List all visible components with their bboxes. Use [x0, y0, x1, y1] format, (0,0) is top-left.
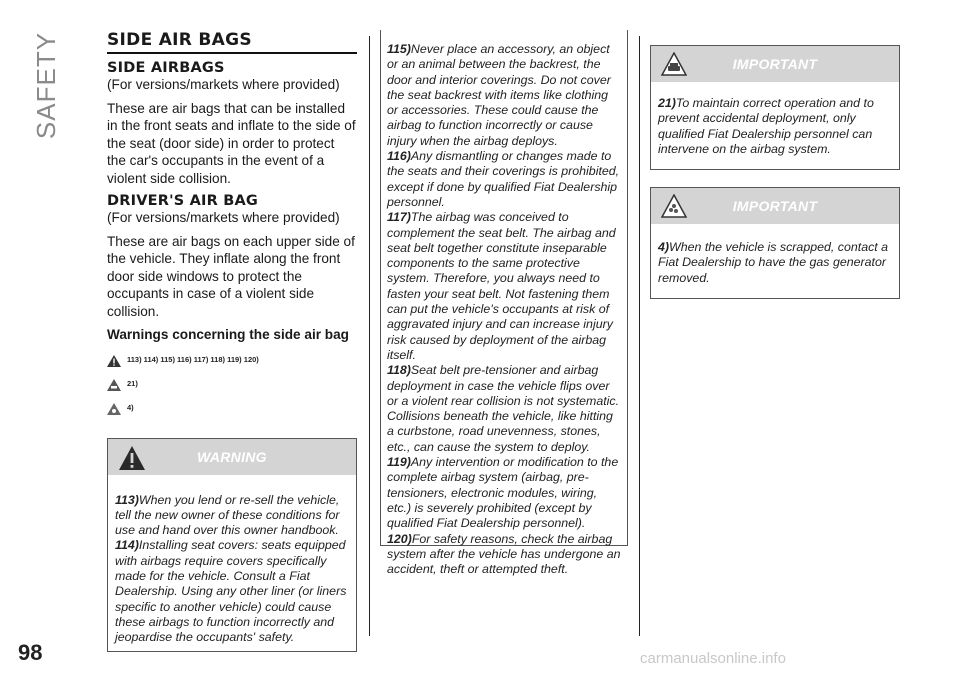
note-item [387, 149, 621, 210]
note-number: 114) [115, 538, 139, 553]
note-text: To maintain correct operation and to prevent accidental deployment, only qualified Fiat Dealership personnel can intervene on the airbag system. [658, 96, 874, 156]
important-box-body [651, 224, 899, 298]
warning-box-body [108, 475, 356, 652]
availability-note: (For versions/markets where provided) [107, 210, 340, 225]
column-1 [107, 30, 357, 652]
paragraph: These are air bags that can be installed in the front seats and inflate to the side of the seat (door side) in order to protect the car's occupants in the event of a violent side collision. [107, 100, 356, 186]
reference-list[interactable]: 21) [127, 379, 138, 388]
car-warning-icon [107, 378, 121, 390]
section-side-label-text: SAFETY [31, 31, 62, 139]
note-text: For safety reasons, check the airbag system after the vehicle has undergone an accident, theft or attempted theft. [387, 531, 621, 577]
note-number: 4) [658, 240, 670, 255]
availability-note: (For versions/markets where provided) [107, 77, 340, 92]
note-item [387, 42, 621, 149]
note-item [387, 455, 621, 531]
note-text: When you lend or re-sell the vehicle, tell the new owner of these conditions for use and hand over this owner handbook. [115, 492, 340, 538]
note-number: 21) [658, 96, 676, 110]
column-3 [650, 30, 900, 299]
note-item [387, 210, 621, 363]
note-item [115, 538, 349, 645]
column-divider [639, 36, 640, 636]
reference-row [107, 352, 357, 368]
note-number: 113) [115, 492, 139, 507]
note-number: 115) [387, 42, 411, 56]
note-number: 118) [387, 363, 411, 378]
warning-triangle-icon [107, 354, 121, 366]
important-box [650, 187, 900, 299]
note-number: 119) [387, 455, 411, 470]
warning-box-title: WARNING [197, 448, 267, 465]
note-item [658, 240, 892, 286]
important-box-body [651, 82, 899, 169]
note-text: The airbag was conceived to complement the seat belt. The airbag and seat belt together constitute inseparable components to the same protective system. Therefore, you always need to fasten your seat belt. Not fastening them can put the vehicle's occupants at risk of aggravated injury and can increase injury risk caused by deployment of the airbag itself. [387, 210, 616, 362]
page-number: 98 [18, 640, 43, 665]
note-item [658, 96, 892, 157]
note-text: Seat belt pre-tensioner and airbag deployment in case the vehicle flips over or a violent rear collision is not systematic. Collisions beneath the vehicle, like hitting a curbstone, road unevenness, stones, etc., can cause the system to deploy. [387, 363, 620, 454]
subsection-title-drivers-air-bag: DRIVER'S AIR BAG [107, 193, 259, 209]
reference-row [107, 376, 357, 392]
note-text: Any dismantling or changes made to the seats and their coverings is prohibited, except if done by qualified Fiat Dealership personnel. [387, 149, 620, 209]
watermark: carmanualsonline.info [640, 650, 786, 667]
car-warning-icon [661, 52, 687, 76]
important-box-title: IMPORTANT [732, 198, 818, 215]
paragraph: These are air bags on each upper side of the vehicle. They inflate along the front door side windows to protect the occupants in case of a violent side collision. [107, 233, 355, 319]
note-item [387, 363, 621, 455]
note-item [387, 532, 621, 578]
note-number: 116) [387, 149, 411, 164]
column-2 [380, 30, 628, 577]
environment-warning-icon [661, 194, 687, 218]
warning-box-continued [380, 30, 628, 577]
warning-box-header [108, 439, 356, 475]
section-title: SIDE AIR BAGS [107, 30, 357, 54]
note-text: Installing seat covers: seats equipped with airbags require covers specifically made for the vehicle. Consult a Fiat Dealership. Using any other liner (or liners specific to another vehicle) could cause these airbags to function incorrectly and jeopardise the occupants' safety. [115, 538, 347, 645]
warnings-heading: Warnings concerning the side air bag [107, 327, 349, 342]
warning-triangle-icon [118, 445, 146, 471]
note-number: 117) [387, 210, 411, 225]
environment-warning-icon [107, 402, 121, 414]
important-box [650, 45, 900, 170]
important-box-title: IMPORTANT [732, 56, 818, 72]
subsection-title-side-airbags: SIDE AIRBAGS [107, 60, 225, 76]
important-box-header [651, 188, 899, 224]
note-text: Never place an accessory, an object or an animal between the backrest, the door and interior coverings. Do not cover the seat backrest with items like clothing or accessories. These could cause the airbag to function incorrectly or cause injury when the airbag deploys. [387, 42, 611, 148]
section-side-label [27, 30, 67, 140]
warning-box [107, 438, 357, 653]
note-item [115, 493, 349, 539]
note-text: Any intervention or modification to the complete airbag system (airbag, pre-tensioners, electronic modules, wiring, etc.) is severely prohibited (except by qualified Fiat Dealership personnel). [387, 455, 619, 531]
important-box-header [651, 46, 899, 82]
reference-list[interactable]: 113) 114) 115) 116) 117) 118) 119) 120) [127, 355, 259, 364]
note-number: 120) [387, 531, 412, 546]
column-divider [369, 36, 370, 636]
reference-list[interactable]: 4) [127, 403, 134, 412]
reference-row [107, 400, 357, 416]
note-text: When the vehicle is scrapped, contact a Fiat Dealership to have the gas generator removed. [658, 240, 889, 285]
